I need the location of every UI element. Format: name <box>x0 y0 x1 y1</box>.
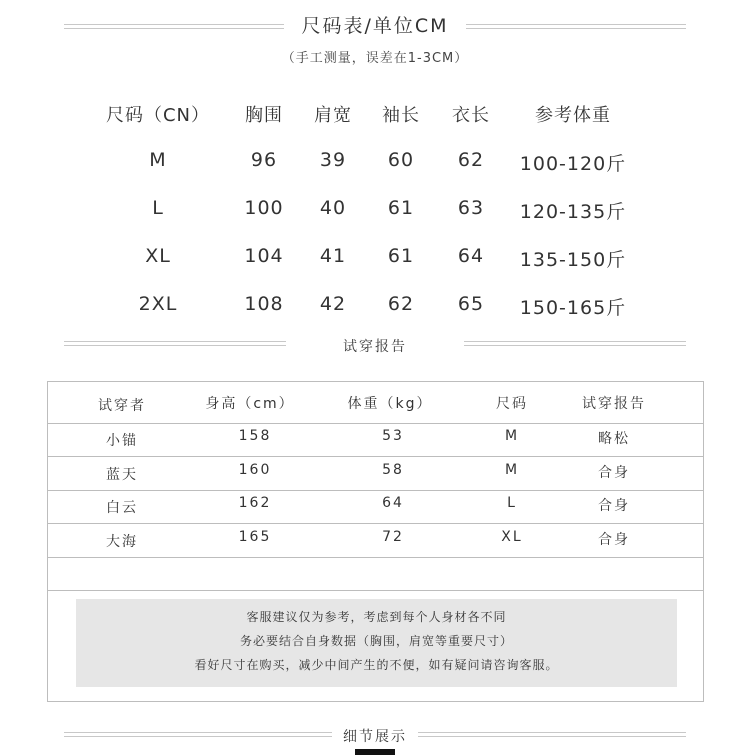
sleeve-cell: 60 <box>387 149 415 171</box>
size-chart-header-length: 衣长 <box>452 105 490 126</box>
trial-report-section-title: 试穿报告 <box>343 339 407 355</box>
notice-line: 务必要结合自身数据（胸围，肩宽等重要尺寸） <box>239 634 513 648</box>
size-chart-header-sleeve: 袖长 <box>382 105 420 126</box>
trial-weight-cell: 58 <box>382 462 404 478</box>
trial-size-cell: M <box>504 462 520 478</box>
size-cell: XL <box>145 245 171 267</box>
trial-header-size: 尺码 <box>496 396 528 412</box>
trial-size-cell: M <box>504 428 520 444</box>
row-divider <box>47 557 704 558</box>
trial-header-tester: 试穿者 <box>98 398 146 414</box>
trial-header-report: 试穿报告 <box>582 396 646 412</box>
row-divider <box>47 590 704 591</box>
row-divider <box>47 456 704 457</box>
trial-height-cell: 160 <box>238 462 272 478</box>
trial-tester-cell: 白云 <box>106 500 138 516</box>
trial-report-cell: 合身 <box>598 465 630 481</box>
trial-size-cell: XL <box>501 529 523 545</box>
size-chart-header-shoulder: 肩宽 <box>314 105 352 126</box>
trial-size-cell: L <box>507 495 517 511</box>
size-chart-header-weight: 参考体重 <box>535 105 611 126</box>
chest-cell: 96 <box>250 149 278 171</box>
shoulder-cell: 40 <box>319 197 347 219</box>
trial-height-cell: 162 <box>238 495 272 511</box>
trial-report-cell: 合身 <box>598 532 630 548</box>
length-cell: 65 <box>457 293 485 315</box>
trial-height-cell: 165 <box>238 529 272 545</box>
chest-cell: 104 <box>244 245 284 267</box>
sleeve-cell: 62 <box>387 293 415 315</box>
chest-cell: 108 <box>244 293 284 315</box>
details-section-title: 细节展示 <box>343 729 407 745</box>
size-chart-header-chest: 胸围 <box>245 105 283 126</box>
length-cell: 64 <box>457 245 485 267</box>
shoulder-cell: 42 <box>319 293 347 315</box>
trial-report-cell: 略松 <box>598 431 630 447</box>
details-title-underline <box>355 749 395 755</box>
weight-cell: 100-120斤 <box>519 153 627 175</box>
trial-weight-cell: 64 <box>382 495 404 511</box>
row-divider <box>47 423 704 424</box>
trial-height-cell: 158 <box>238 428 272 444</box>
trial-weight-cell: 53 <box>382 428 404 444</box>
sleeve-cell: 61 <box>387 245 415 267</box>
row-divider <box>47 523 704 524</box>
size-cell: M <box>149 149 167 171</box>
weight-cell: 150-165斤 <box>519 297 627 319</box>
trial-header-height: 身高（cm） <box>205 396 295 412</box>
size-chart-header-size: 尺码（CN） <box>105 105 211 126</box>
trial-weight-cell: 72 <box>382 529 404 545</box>
trial-tester-cell: 小锚 <box>106 433 138 449</box>
sleeve-cell: 61 <box>387 197 415 219</box>
shoulder-cell: 39 <box>319 149 347 171</box>
weight-cell: 120-135斤 <box>519 201 627 223</box>
trial-report-cell: 合身 <box>598 498 630 514</box>
row-divider <box>47 490 704 491</box>
size-chart-title: 尺码表/单位CM <box>301 15 449 37</box>
customer-service-notice <box>76 599 677 687</box>
chest-cell: 100 <box>244 197 284 219</box>
size-cell: 2XL <box>138 293 178 315</box>
length-cell: 63 <box>457 197 485 219</box>
weight-cell: 135-150斤 <box>519 249 627 271</box>
trial-header-weight: 体重（kg） <box>347 396 433 412</box>
shoulder-cell: 41 <box>319 245 347 267</box>
notice-line: 客服建议仅为参考，考虑到每个人身材各不同 <box>246 610 507 624</box>
length-cell: 62 <box>457 149 485 171</box>
trial-tester-cell: 蓝天 <box>106 467 138 483</box>
size-chart-subtitle: （手工测量，误差在1-3CM） <box>281 51 469 66</box>
size-cell: L <box>152 197 164 219</box>
trial-tester-cell: 大海 <box>106 534 138 550</box>
notice-line: 看好尺寸在购买，减少中间产生的不便，如有疑问请咨询客服。 <box>194 658 559 672</box>
